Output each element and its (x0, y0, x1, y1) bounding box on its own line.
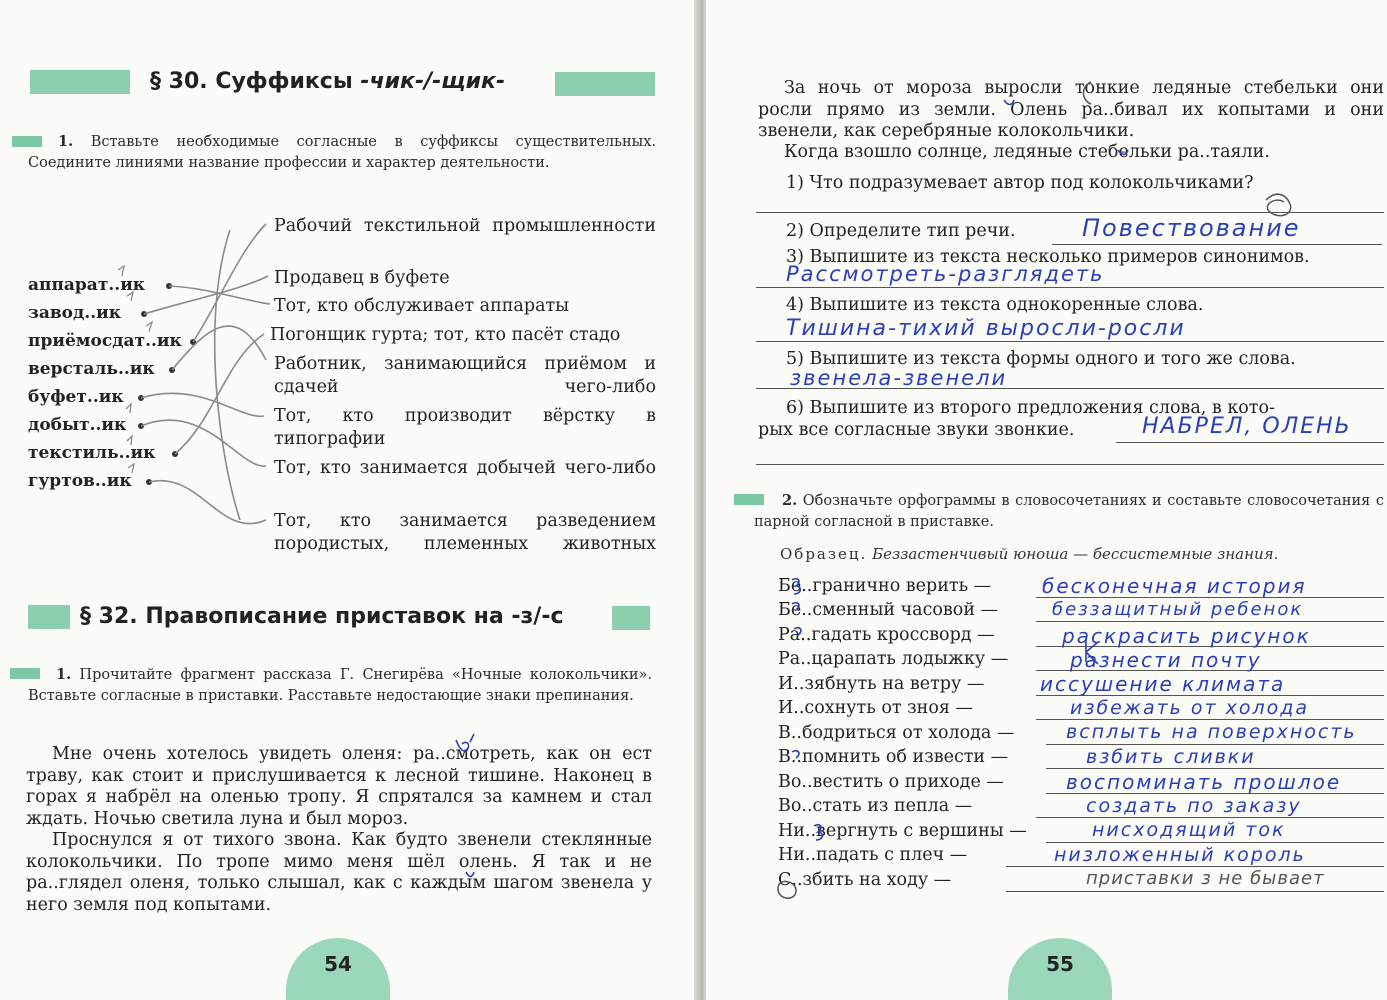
story-paragraph-2: Проснулся я от тихого звона. Как будто звенели стеклянные колокольчики. По тропе мимо меня шёл олень. Я так и не ра..глядел оленя, только слышал, как с каждым шагом звенела у него земля под копытами. (26, 830, 652, 915)
phrase-5: И..зябнуть на ветру — (778, 674, 985, 694)
answer-line (756, 341, 1384, 342)
definition-breeder: Тот, кто занимается разведением породистых, племенных животных (274, 511, 656, 554)
definition-herdsman: Погонщик гурта; тот, кто пасёт стадо (270, 325, 621, 345)
answer-line (1116, 442, 1384, 443)
phrase-answer-9: воспоминать прошлое (1066, 770, 1342, 794)
page-number-55: 55 (1008, 938, 1112, 1000)
section-bar-left (28, 605, 70, 629)
definition-miner: Тот, кто занимается добычей чего-либо (274, 458, 656, 478)
phrase-answer-1: бесконечная история (1042, 574, 1307, 598)
word-dot (138, 395, 144, 401)
word-tekstilshchik: текстиль..ик (28, 443, 156, 463)
page-number-54: 54 (286, 938, 390, 1000)
definition-typesetter: Тот, кто производит вёрстку в типографии (274, 406, 656, 449)
phrase-answer-13: приставки з не бывает (1086, 868, 1325, 889)
answer-line (756, 464, 1384, 465)
phrase-12: Ни..падать с плеч — (778, 845, 968, 865)
phrase-3: Ра..гадать кроссворд — (778, 625, 995, 645)
section-32-title: § 32. Правописание приставок на -з/-с (80, 604, 564, 629)
task-1-instructions: 1. Вставьте необходимые согласные в суффиксы существительных. Соедините линиями название профессии и характер деятельности. (28, 133, 656, 171)
word-dot (169, 367, 175, 373)
definition-textile-worker: Рабочий текстильной промышленности (274, 216, 656, 236)
definition-receiver: Работник, занимающийся приёмом и сдачей чего-либо (274, 354, 656, 397)
word-apparatchik: аппарат..ик (28, 275, 146, 295)
word-gurtovshchik: гуртов..ик (28, 471, 132, 491)
answer-line (1046, 744, 1384, 745)
phrase-answer-4: разнести почту (1070, 648, 1262, 672)
example-line: Образец. Беззастенчивый юноша — бессистемные знания. (780, 545, 1279, 563)
section-30-title: § 30. Суффиксы -чик-/-щик- (150, 69, 506, 94)
phrase-9: Во..вестить о приходе — (778, 772, 1004, 792)
word-priemosdatchik: приёмосдат..ик (28, 331, 182, 351)
question-6: 6) Выпишите из второго предложения слова, в кото- (786, 398, 1275, 418)
answer-q6: НАБРЕЛ, ОЛЕНЬ (1142, 414, 1352, 439)
phrase-11: Ни..вергнуть с вершины — (778, 821, 1027, 841)
task-32-1-instructions: 1. Прочитайте фрагмент рассказа Г. Снегирёва «Ночные колокольчики». Вставьте согласные в приставки. Расставьте недостающие знаки препинания. (28, 666, 652, 704)
word-dot (146, 479, 152, 485)
word-zavodchik: завод..ик (28, 303, 122, 323)
phrase-answer-5: иссушение климата (1040, 672, 1286, 696)
answer-line (756, 287, 1384, 288)
phrase-answer-12: низложенный король (1054, 844, 1306, 866)
word-bufetchik: буфет..ик (28, 387, 124, 407)
answer-q4: Тишина-тихий выросли-росли (786, 316, 1186, 341)
story-continued: За ночь от мороза выросли тонкие ледяные стебельки они росли прямо из земли. Олень ра..бивал их копытами и они звенели, как серебряные колокольчики. (758, 78, 1384, 141)
phrase-1: Бе..гранично верить — (778, 576, 992, 596)
phrase-answer-10: создать по заказу (1086, 795, 1302, 817)
phrase-7: В..бодриться от холода — (778, 723, 1015, 743)
word-dot (190, 339, 196, 345)
question-1: 1) Что подразумевает автор под колокольчиками? (786, 173, 1254, 193)
phrase-2: Бе..сменный часовой — (778, 600, 999, 620)
answer-line (1036, 817, 1384, 818)
story-paragraph-1: Мне очень хотелось увидеть оленя: ра..смотреть, как он ест траву, как стоит и прислушивается к лесной тишине. Наконец в горах я набрёл на оленью тропу. Я спрятался за камнем и стал ждать. Ночью светила луна и был мороз. (26, 744, 652, 829)
story-last-sentence: Когда взошло солнце, ледяные стебельки ра..таяли. (784, 142, 1270, 162)
section-bar-left (30, 70, 130, 94)
word-dot (141, 311, 147, 317)
phrase-answer-3: раскрасить рисунок (1062, 624, 1311, 648)
phrase-answer-11: нисходящий ток (1092, 819, 1286, 841)
phrase-4: Ра..царапать лодыжку — (778, 649, 1009, 669)
answer-line (1046, 768, 1384, 769)
word-dobytchik: добыт..ик (28, 415, 127, 435)
word-dot (172, 451, 178, 457)
phrase-answer-6: избежать от холода (1070, 697, 1310, 719)
section-bar-right (555, 72, 655, 96)
word-dot (138, 423, 144, 429)
phrase-6: И..сохнуть от зноя — (778, 698, 973, 718)
phrase-answer-2: беззащитный ребенок (1052, 599, 1304, 620)
phrase-answer-8: взбить сливки (1086, 746, 1256, 768)
question-3: 3) Выпишите из текста несколько примеров синонимов. (786, 247, 1310, 267)
phrase-10: Во..стать из пепла — (778, 796, 973, 816)
answer-line (1036, 621, 1384, 622)
word-verstalshchik: версталь..ик (28, 359, 155, 379)
answer-q2: Повествование (1082, 214, 1301, 242)
question-4: 4) Выпишите из текста однокоренные слова. (786, 295, 1204, 315)
answer-q5: звенела-звенели (790, 366, 1008, 390)
answer-line (1006, 866, 1384, 867)
answer-line (1036, 719, 1384, 720)
phrase-13: С..збить на ходу — (778, 870, 952, 890)
answer-line (1046, 842, 1384, 843)
question-5: 5) Выпишите из текста формы одного и того же слова. (786, 349, 1296, 369)
question-2: 2) Определите тип речи. (786, 221, 1016, 241)
definition-apparatus-operator: Тот, кто обслуживает аппараты (274, 296, 570, 316)
definition-buffet-seller: Продавец в буфете (274, 268, 450, 288)
answer-line (1052, 244, 1382, 245)
task-2-instructions: 2. Обозначьте орфограммы в словосочетаниях и составьте словосочетания с парной согласной в приставке. (754, 492, 1385, 530)
question-6-cont: рых все согласные звуки звонкие. (758, 420, 1075, 440)
section-bar-right (612, 606, 650, 630)
right-page (706, 0, 1387, 1000)
phrase-8: В..помнить об извести — (778, 747, 1009, 767)
word-dot (166, 283, 172, 289)
answer-line (1006, 891, 1384, 892)
answer-line (756, 212, 1384, 213)
answer-q3: Рассмотреть-разглядеть (786, 262, 1105, 286)
phrase-answer-7: всплыть на поверхность (1066, 721, 1357, 743)
